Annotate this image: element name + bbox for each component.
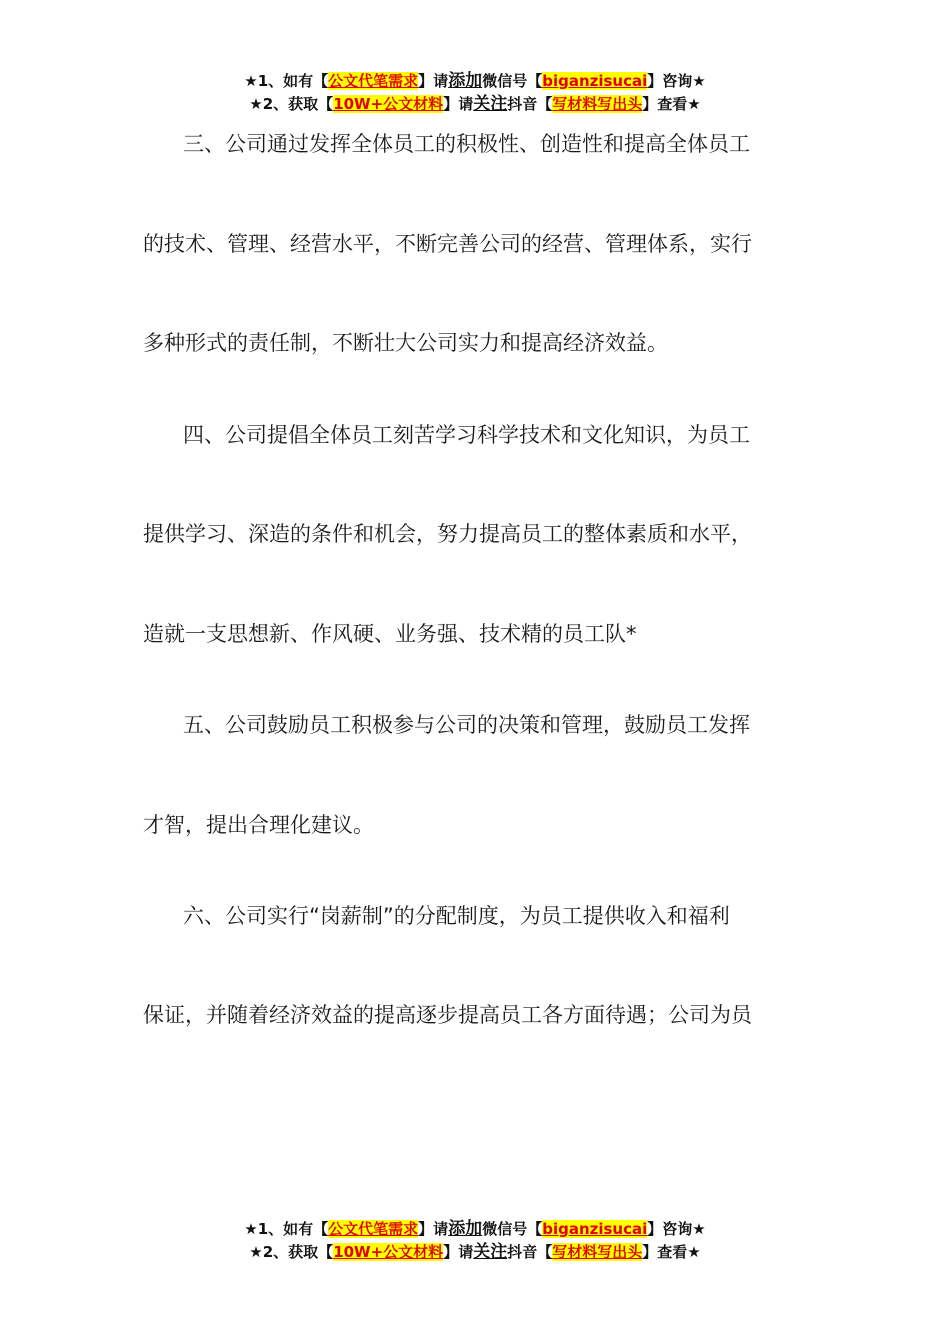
banner-text: 抖音【 [507, 1243, 553, 1261]
banner-text: 】咨询★ [647, 72, 706, 90]
paragraph-3-line: 的技术、管理、经营水平，不断完善公司的经营、管理体系，实行 [143, 232, 752, 256]
banner-text: 】请 [443, 95, 474, 113]
banner-text: 】咨询★ [647, 1220, 706, 1238]
banner-line-1 [0, 70, 950, 93]
banner-emphasis: 关注 [473, 1242, 508, 1262]
banner-text: ★1、如有【 [244, 72, 329, 90]
paragraph-4-line: 造就一支思想新、作风硬、业务强、技术精的员工队* [143, 622, 637, 646]
banner-line-2 [0, 1241, 950, 1264]
paragraph-6-line: 六、公司实行“岗薪制”的分配制度，为员工提供收入和福利 [183, 904, 730, 928]
footer-banner [0, 1218, 950, 1264]
banner-text: 】请 [418, 1220, 449, 1238]
banner-text: 微信号【 [482, 1220, 543, 1238]
banner-highlight: 写材料写出头 [552, 95, 643, 113]
banner-text: 】请 [443, 1243, 474, 1261]
banner-highlight: 公文代笔需求 [328, 1220, 419, 1238]
banner-text: ★2、获取【 [249, 1243, 334, 1261]
banner-highlight: biganzisucai [542, 1220, 648, 1238]
banner-highlight: biganzisucai [542, 72, 648, 90]
paragraph-4-line: 四、公司提倡全体员工刻苦学习科学技术和文化知识，为员工 [183, 423, 750, 447]
banner-text: ★2、获取【 [249, 95, 334, 113]
paragraph-6-line: 保证，并随着经济效益的提高逐步提高员工各方面待遇；公司为员 [143, 1003, 752, 1027]
paragraph-4-line: 提供学习、深造的条件和机会，努力提高员工的整体素质和水平， [143, 522, 752, 546]
banner-highlight: 公文代笔需求 [328, 72, 419, 90]
banner-text: 微信号【 [482, 72, 543, 90]
paragraph-5-line: 五、公司鼓励员工积极参与公司的决策和管理，鼓励员工发挥 [183, 713, 750, 737]
banner-text: 】请 [418, 72, 449, 90]
banner-highlight: 10W+公文材料 [333, 95, 444, 113]
banner-highlight: 10W+公文材料 [333, 1243, 444, 1261]
header-banner [0, 70, 950, 116]
paragraph-3-line: 多种形式的责任制，不断壮大公司实力和提高经济效益。 [143, 331, 668, 355]
banner-emphasis: 添加 [448, 1219, 483, 1239]
banner-emphasis: 关注 [473, 94, 508, 114]
banner-text: 】查看★ [642, 95, 701, 113]
banner-text: 】查看★ [642, 1243, 701, 1261]
banner-text: ★1、如有【 [244, 1220, 329, 1238]
banner-line-2 [0, 93, 950, 116]
banner-text: 抖音【 [507, 95, 553, 113]
banner-highlight: 写材料写出头 [552, 1243, 643, 1261]
banner-emphasis: 添加 [448, 71, 483, 91]
paragraph-3-line: 三、公司通过发挥全体员工的积极性、创造性和提高全体员工 [183, 132, 750, 156]
paragraph-5-line: 才智，提出合理化建议。 [143, 813, 374, 837]
banner-line-1 [0, 1218, 950, 1241]
